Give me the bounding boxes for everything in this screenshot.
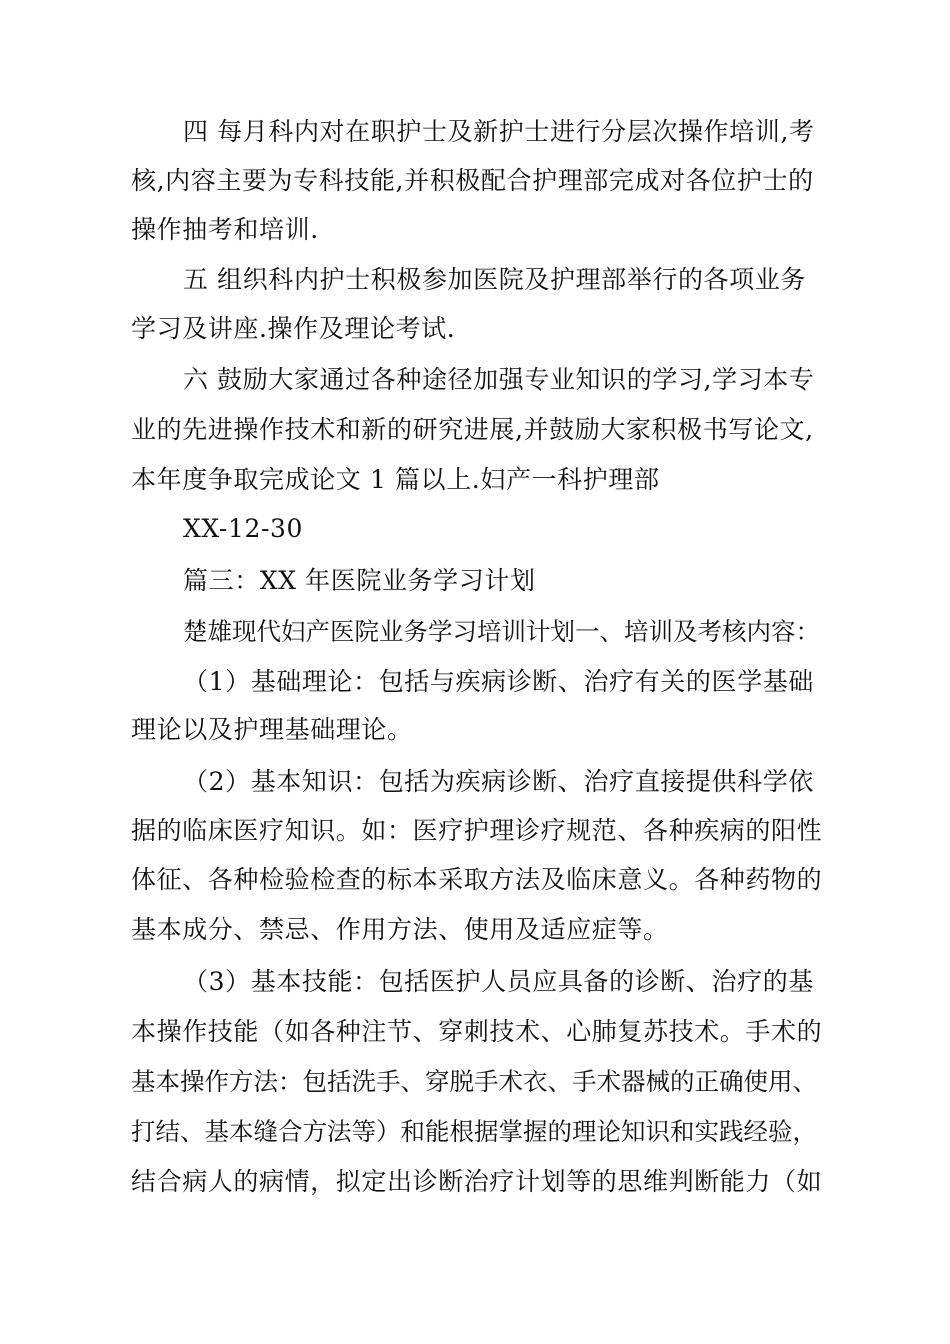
- plan-intro-line: 楚雄现代妇产医院业务学习培训计划一、培训及考核内容：: [183, 617, 820, 646]
- paragraph-5-line-2: 学习及讲座.操作及理论考试.: [131, 314, 456, 343]
- basic-theory-line-1: （1）基础理论：包括与疾病诊断、治疗有关的医学基础: [183, 667, 814, 696]
- paragraph-4-line-3: 操作抽考和培训.: [131, 215, 319, 244]
- paragraph-6-line-2: 业的先进操作技术和新的研究进展,并鼓励大家积极书写论文,: [131, 415, 814, 444]
- basic-skills-line-3: 基本操作方法：包括洗手、穿脱手术衣、手术器械的正确使用、: [131, 1067, 817, 1096]
- basic-knowledge-line-2: 据的临床医疗知识。如：医疗护理诊疗规范、各种疾病的阳性: [131, 816, 823, 845]
- basic-skills-line-2: 本操作技能（如各种注节、穿刺技术、心肺复苏技术。手术的: [131, 1017, 823, 1046]
- basic-skills-line-4: 打结、基本缝合方法等）和能根据掌握的理论知识和实践经验，: [131, 1117, 817, 1146]
- basic-skills-line-5: 结合病人的病情，拟定出诊断治疗计划等的思维判断能力（如: [131, 1167, 823, 1196]
- basic-knowledge-line-1: （2）基本知识：包括为疾病诊断、治疗直接提供科学依: [183, 767, 814, 796]
- paragraph-4-line-2: 核,内容主要为专科技能,并积极配合护理部完成对各位护士的: [131, 166, 814, 195]
- paragraph-6-line-1: 六 鼓励大家通过各种途径加强专业知识的学习,学习本专: [183, 365, 815, 394]
- paragraph-4-line-1: 四 每月科内对在职护士及新护士进行分层次操作培训,考: [183, 117, 815, 146]
- paragraph-6-line-3: 本年度争取完成论文 1 篇以上.妇产一科护理部: [131, 465, 660, 494]
- basic-knowledge-line-4: 基本成分、禁忌、作用方法、使用及适应症等。: [131, 915, 669, 944]
- section-title: 篇三：XX 年医院业务学习计划: [183, 566, 536, 595]
- basic-skills-line-1: （3）基本技能：包括医护人员应具备的诊断、治疗的基: [183, 967, 814, 996]
- basic-theory-line-2: 理论以及护理基础理论。: [131, 715, 413, 744]
- paragraph-5-line-1: 五 组织科内护士积极参加医院及护理部举行的各项业务: [183, 265, 806, 294]
- basic-knowledge-line-3: 体征、各种检验检查的标本采取方法及临床意义。各种药物的: [131, 865, 823, 894]
- date-line: XX-12-30: [183, 514, 304, 543]
